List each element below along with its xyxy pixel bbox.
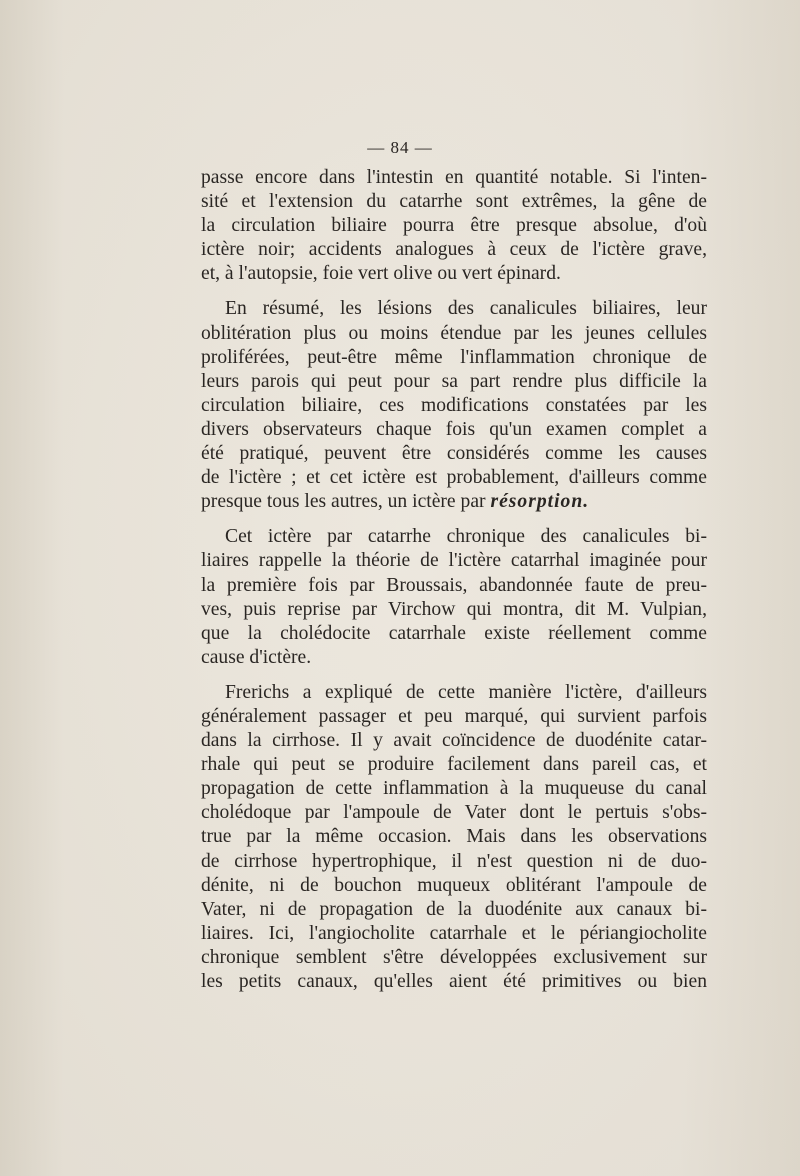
text-line: et, à l'autopsie, foie vert olive ou vert épinard. (201, 263, 561, 285)
text-line: liaires rappelle la théorie de l'ictère catarrhal imaginée pour (201, 550, 707, 572)
text-line: oblitération plus ou moins étendue par les jeunes cellules (201, 322, 707, 344)
text-line: liaires. Ici, l'angiocholite catarrhale et le périangiocholite (201, 922, 707, 944)
text-line: de cirrhose hypertrophique, il n'est question ni de duo- (201, 850, 707, 872)
paragraph-2 (201, 297, 707, 514)
text-line: ictère noir; accidents analogues à ceux de l'ictère grave, (201, 239, 707, 261)
text-line: leurs parois qui peut pour sa part rendre plus difficile la (201, 370, 707, 392)
text-line: circulation biliaire, ces modifications constatées par les (201, 394, 707, 416)
body-text (201, 166, 707, 994)
paragraph-4 (201, 681, 707, 994)
text-line: propagation de cette inflammation à la muqueuse du canal (201, 778, 707, 800)
text-line: la circulation biliaire pourra être presque absolue, d'où (201, 215, 707, 237)
text-line: ves, puis reprise par Virchow qui montra, dit M. Vulpian, (201, 598, 707, 620)
text-line: Frerichs a expliqué de cette manière l'ictère, d'ailleurs (225, 681, 707, 703)
text-line-with-emphasis (201, 490, 707, 514)
text-line: la première fois par Broussais, abandonnée faute de preu- (201, 574, 707, 596)
emphasized-word: résorption. (490, 491, 590, 513)
text-line: proliférées, peut-être même l'inflammation chronique de (201, 346, 707, 368)
text-line: dénite, ni de bouchon muqueux oblitérant l'ampoule de (201, 874, 707, 896)
text-line: Cet ictère par catarrhe chronique des canalicules bi- (225, 526, 707, 548)
text-line: que la cholédocite catarrhale existe réellement comme (201, 622, 707, 644)
paragraph-3 (201, 525, 707, 670)
text-line: passe encore dans l'intestin en quantité notable. Si l'inten- (201, 167, 707, 188)
paragraph-1 (201, 166, 707, 286)
text-line: été pratiqué, peuvent être considérés comme les causes (201, 443, 707, 465)
text-line: Vater, ni de propagation de la duodénite aux canaux bi- (201, 898, 707, 920)
text-line: généralement passager et peu marqué, qui survient parfois (201, 705, 707, 727)
page-number: — 84 — (367, 138, 433, 157)
text-line: chronique semblent s'être développées exclusivement sur (201, 946, 707, 968)
text-line: de l'ictère ; et cet ictère est probablement, d'ailleurs comme (201, 467, 707, 489)
text-line: cause d'ictère. (201, 646, 312, 668)
text-line: true par la même occasion. Mais dans les observations (201, 826, 707, 848)
text-line: sité et l'extension du catarrhe sont extrêmes, la gêne de (201, 191, 707, 213)
text-line: cholédoque par l'ampoule de Vater dont le pertuis s'obs- (201, 802, 707, 824)
text-fragment: presque tous les autres, un ictère par (201, 491, 486, 513)
text-line: les petits canaux, qu'elles aient été primitives ou bien (201, 971, 707, 992)
text-line: rhale qui peut se produire facilement dans pareil cas, et (201, 754, 707, 776)
text-line: divers observateurs chaque fois qu'un examen complet a (201, 418, 707, 440)
text-line: dans la cirrhose. Il y avait coïncidence de duodénite catar- (201, 730, 707, 752)
text-line: En résumé, les lésions des canalicules biliaires, leur (225, 298, 707, 320)
